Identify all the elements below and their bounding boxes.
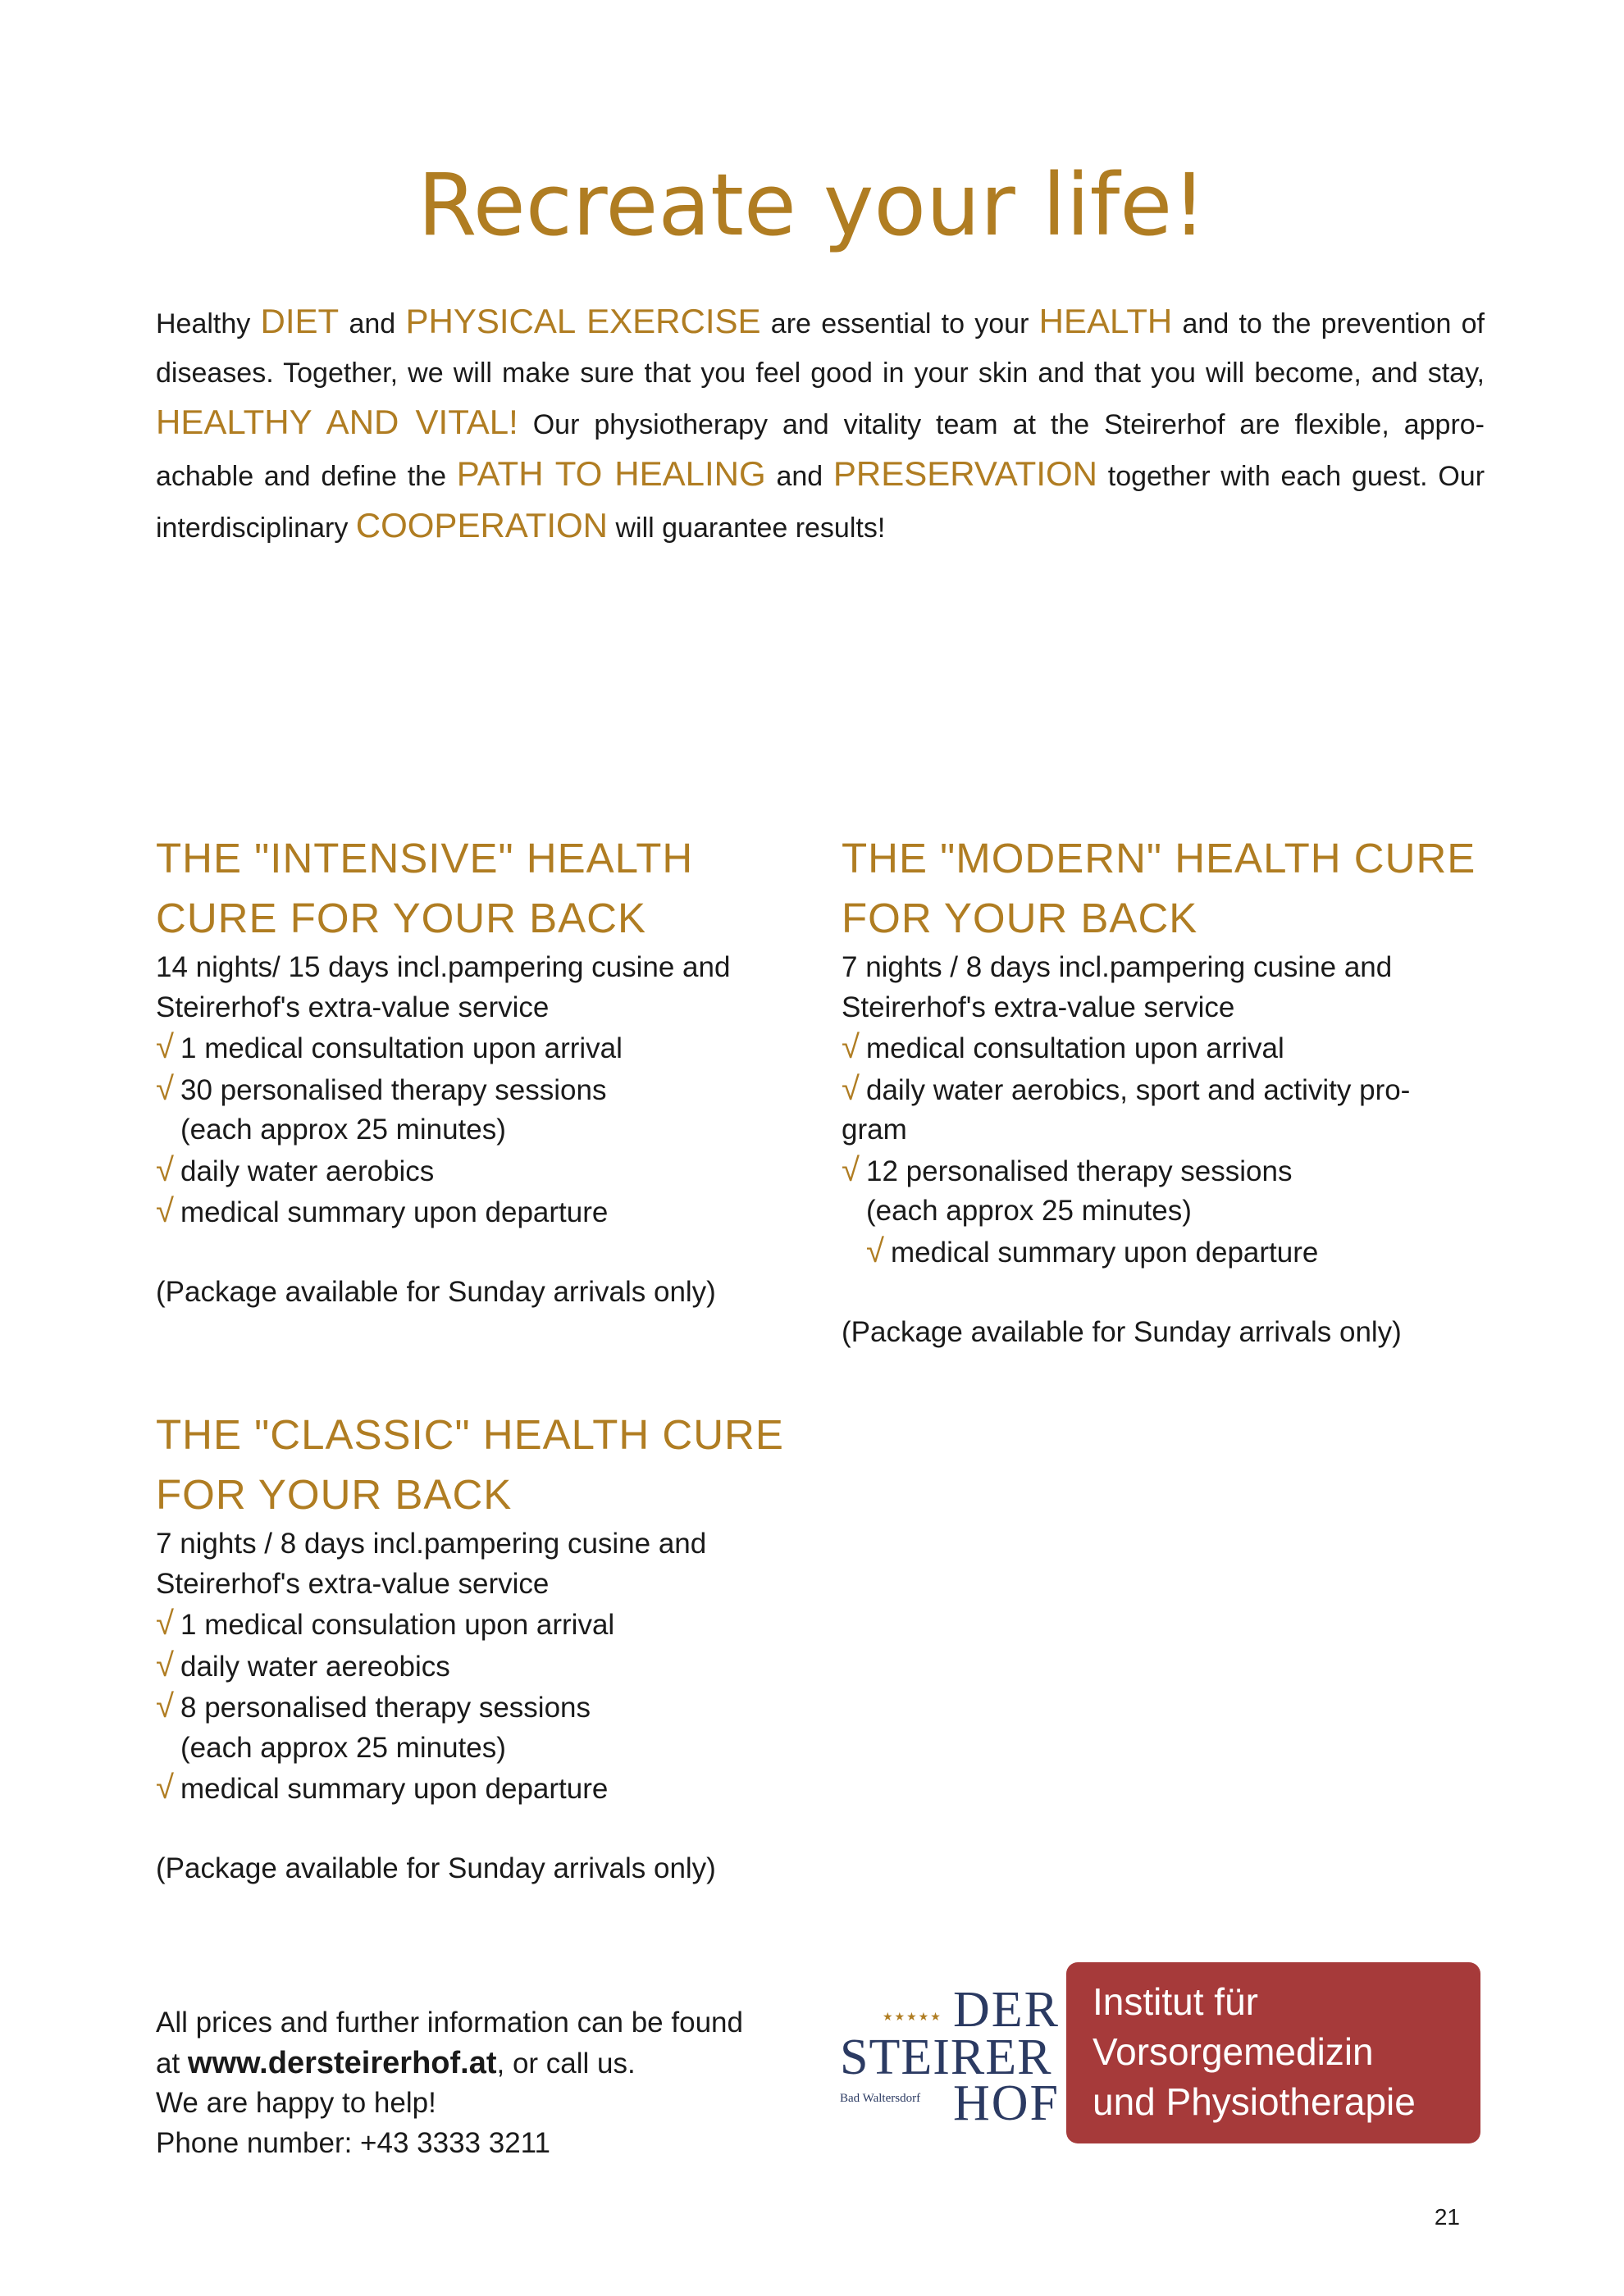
check-icon: √ <box>156 1193 174 1229</box>
contact-suffix: , or call us. <box>496 2047 636 2080</box>
spacer <box>156 1233 796 1273</box>
check-icon: √ <box>842 1151 860 1188</box>
logo-hof: HOF <box>952 2075 1060 2131</box>
package-item-continued: (each approx 25 minutes) <box>180 1114 506 1146</box>
package-modern <box>842 828 1481 1352</box>
intro-keyword: PATH TO HEALING <box>456 454 766 493</box>
intro-text: Healthy <box>156 308 261 339</box>
package-title-line: FOR YOUR BACK <box>842 895 1198 941</box>
website-link[interactable]: www.dersteirerhof.at <box>187 2045 497 2080</box>
package-title-line: THE "CLASSIC" HEALTH CURE <box>156 1411 784 1458</box>
package-item <box>842 1232 1481 1273</box>
contact-line <box>156 2043 828 2084</box>
steirerhof-logo <box>840 1982 1060 2131</box>
package-item <box>156 1604 796 1646</box>
package-item-text: medical summary upon departure <box>891 1236 1319 1269</box>
check-icon: √ <box>156 1029 174 1065</box>
logo-place: Bad Waltersdorf <box>840 2092 921 2105</box>
package-item <box>156 1027 796 1069</box>
institute-badge <box>1066 1962 1480 2143</box>
institute-line: und Physiotherapie <box>1093 2080 1416 2123</box>
package-item-text: 12 personalised therapy sessions <box>866 1155 1293 1187</box>
contact-info <box>156 2003 828 2163</box>
package-note: (Package available for Sunday arrivals only) <box>156 1276 716 1308</box>
package-description: 7 nights / 8 days incl.pampering cusine and <box>842 951 1393 983</box>
intro-text: and <box>765 461 833 492</box>
package-item-text: daily water aerobics <box>180 1155 435 1187</box>
check-icon: √ <box>156 1070 174 1107</box>
package-item <box>842 1069 1481 1111</box>
logo-stars: ★★★★★ <box>883 2011 942 2024</box>
check-icon: √ <box>866 1232 884 1269</box>
contact-line: We are happy to help! <box>156 2087 436 2119</box>
intro-text: and to the prevention of diseases. Together, we will make sure that you feel good in your skin and that you will become, and stay, <box>156 308 1485 389</box>
package-item <box>156 1687 796 1729</box>
contact-prefix: at <box>156 2047 188 2080</box>
check-icon: √ <box>156 1151 174 1188</box>
check-icon: √ <box>156 1688 174 1724</box>
package-note: (Package available for Sunday arrivals only) <box>842 1315 1402 1348</box>
phone-number: Phone number: +43 3333 3211 <box>156 2126 550 2159</box>
intro-keyword: HEALTHY AND VITAL! <box>156 403 518 441</box>
package-item-text: 1 medical consulation upon arrival <box>180 1609 615 1641</box>
package-item-text: daily water aerobics, sport and activity pro- <box>866 1073 1411 1106</box>
package-item-text: medical consultation upon arrival <box>866 1032 1284 1064</box>
package-description: Steirerhof's extra-value service <box>842 991 1235 1023</box>
package-item-text: medical summary upon departure <box>180 1773 609 1805</box>
package-item <box>842 1150 1481 1192</box>
package-item-text: 30 personalised therapy sessions <box>180 1073 607 1106</box>
check-icon: √ <box>156 1606 174 1642</box>
intro-text: Our physiotherapy and vitality team at the Steirerhof are flexible, appro-achable and define the <box>156 409 1485 492</box>
package-description: Steirerhof's extra-value service <box>156 1567 550 1600</box>
package-item <box>156 1150 796 1192</box>
package-classic <box>156 1405 796 1889</box>
package-title-line: CURE FOR YOUR BACK <box>156 895 646 941</box>
intro-keyword: PRESERVATION <box>833 454 1097 493</box>
package-item <box>156 1069 796 1111</box>
package-item <box>156 1768 796 1810</box>
package-title-line: THE "INTENSIVE" HEALTH <box>156 835 694 882</box>
package-title <box>156 1405 796 1524</box>
check-icon: √ <box>842 1029 860 1065</box>
package-item <box>156 1191 796 1233</box>
check-icon: √ <box>156 1647 174 1683</box>
intro-keyword: HEALTH <box>1038 302 1173 340</box>
intro-keyword: DIET <box>260 302 340 340</box>
package-intensive <box>156 828 796 1313</box>
package-item-text: 1 medical consultation upon arrival <box>180 1032 623 1064</box>
contact-line: All prices and further information can be found <box>156 2007 743 2039</box>
package-description: 14 nights/ 15 days incl.pampering cusine and <box>156 951 731 983</box>
package-description: Steirerhof's extra-value service <box>156 991 550 1023</box>
package-item-text: 8 personalised therapy sessions <box>180 1692 591 1724</box>
package-title <box>156 828 796 948</box>
package-title-line: THE "MODERN" HEALTH CURE <box>842 835 1476 882</box>
package-description: 7 nights / 8 days incl.pampering cusine and <box>156 1528 707 1560</box>
package-item <box>842 1027 1481 1069</box>
intro-keyword: PHYSICAL EXERCISE <box>405 302 761 340</box>
package-title <box>842 828 1481 948</box>
institute-line: Vorsorgemedizin <box>1093 2030 1374 2073</box>
package-item-continued: gram <box>842 1114 907 1146</box>
package-item <box>156 1646 796 1688</box>
intro-text: together with each guest. Our interdisciplinary <box>156 461 1485 544</box>
logo-steirer: STEIRER <box>840 2029 1052 2085</box>
check-icon: √ <box>842 1070 860 1107</box>
package-item-continued: (each approx 25 minutes) <box>180 1731 506 1764</box>
intro-text: will guarantee results! <box>608 512 886 544</box>
intro-text: and <box>339 308 406 339</box>
intro-paragraph <box>156 297 1485 553</box>
institute-line: Institut für <box>1093 1980 1258 2023</box>
intro-text: are essential to your <box>760 308 1039 339</box>
package-note: (Package available for Sunday arrivals only) <box>156 1852 716 1884</box>
package-item-continued: (each approx 25 minutes) <box>866 1195 1192 1227</box>
page-number: 21 <box>1434 2204 1460 2230</box>
page-title: Recreate your life! <box>417 155 1207 255</box>
check-icon: √ <box>156 1770 174 1806</box>
package-title-line: FOR YOUR BACK <box>156 1471 513 1518</box>
spacer <box>842 1273 1481 1313</box>
package-item-text: medical summary upon departure <box>180 1196 609 1228</box>
spacer <box>156 1810 796 1850</box>
intro-keyword: COOPERATION <box>355 506 609 544</box>
package-item-text: daily water aereobics <box>180 1650 450 1683</box>
logo-der: DER <box>953 1982 1060 2038</box>
